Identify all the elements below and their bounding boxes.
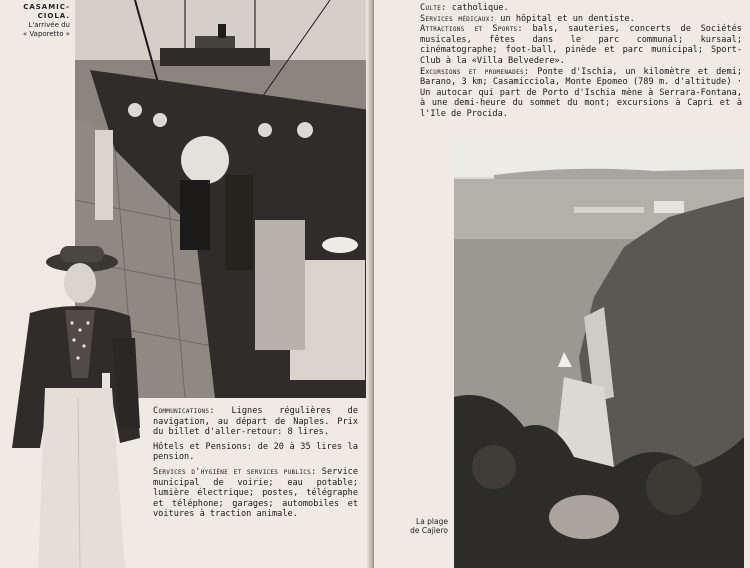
culte-paragraph xyxy=(420,3,742,14)
communications-label: Communications: xyxy=(153,406,215,416)
right-text-block xyxy=(420,3,742,120)
excursions-label: Excursions et promenades: xyxy=(420,66,530,77)
hotels-text: Hôtels et Pensions: de 20 à 35 lires la pension. xyxy=(153,441,358,463)
left-page xyxy=(0,0,372,568)
caption-line: de Cajiero xyxy=(410,526,448,535)
communications-text: Lignes régulières de navigation, au départ de Naples. Prix du billet d'aller-retour: 8 lires. xyxy=(153,406,358,438)
caption-line: « Vaporetto » xyxy=(22,30,70,38)
culte-text: catholique. xyxy=(451,3,509,13)
culte-label: Culte: xyxy=(420,3,447,13)
medicaux-label: Services médicaux: xyxy=(420,13,496,24)
caption-line: L'arrivée du xyxy=(28,21,70,29)
attractions-label: Attractions et Sports: xyxy=(420,24,523,35)
caption-line: La plage xyxy=(416,517,448,526)
caption-line: CIOLA. xyxy=(37,12,70,20)
woman-illustration xyxy=(0,238,150,568)
coast-beach-photo xyxy=(454,137,744,568)
port-photo-caption xyxy=(6,3,70,39)
communications-paragraph xyxy=(153,406,358,438)
coast-photo-caption xyxy=(390,517,448,535)
attractions-paragraph xyxy=(420,24,742,66)
hotels-paragraph xyxy=(153,442,358,463)
excursions-paragraph xyxy=(420,67,742,120)
services-text: Service municipal de voirie; eau potable; lumière électrique; postes, télégraphe et téléphone; garages; automobiles et voitures à traction animale. xyxy=(153,466,358,520)
services-label: Services d'hygiène et services publics: xyxy=(153,466,317,477)
medicaux-text: un hôpital et un dentiste. xyxy=(500,13,635,24)
attractions-text: bals, sauteries, concerts de Sociétés musicales, fêtes dans le parc communal; kursaal; cinématographe; foot-ball, pinède et parc municipal; Sport-Club à la «Villa Belvedere». xyxy=(420,24,742,66)
medicaux-paragraph xyxy=(420,14,742,25)
left-text-block xyxy=(153,406,358,520)
caption-line: CASAMIC- xyxy=(23,3,70,11)
excursions-text: Ponte d'Ischia, un kilomètre et demi; Barano, 3 km; Casamicciola, Monte Epomeo (789 m. d'altitude) · Un autocar qui part de Porto d'Ischia mène à Serrara-Fontana, à une demi-heure du sommet du mont; excursions à Capri et à l'Ile de Procida. xyxy=(420,66,742,119)
services-paragraph xyxy=(153,467,358,520)
